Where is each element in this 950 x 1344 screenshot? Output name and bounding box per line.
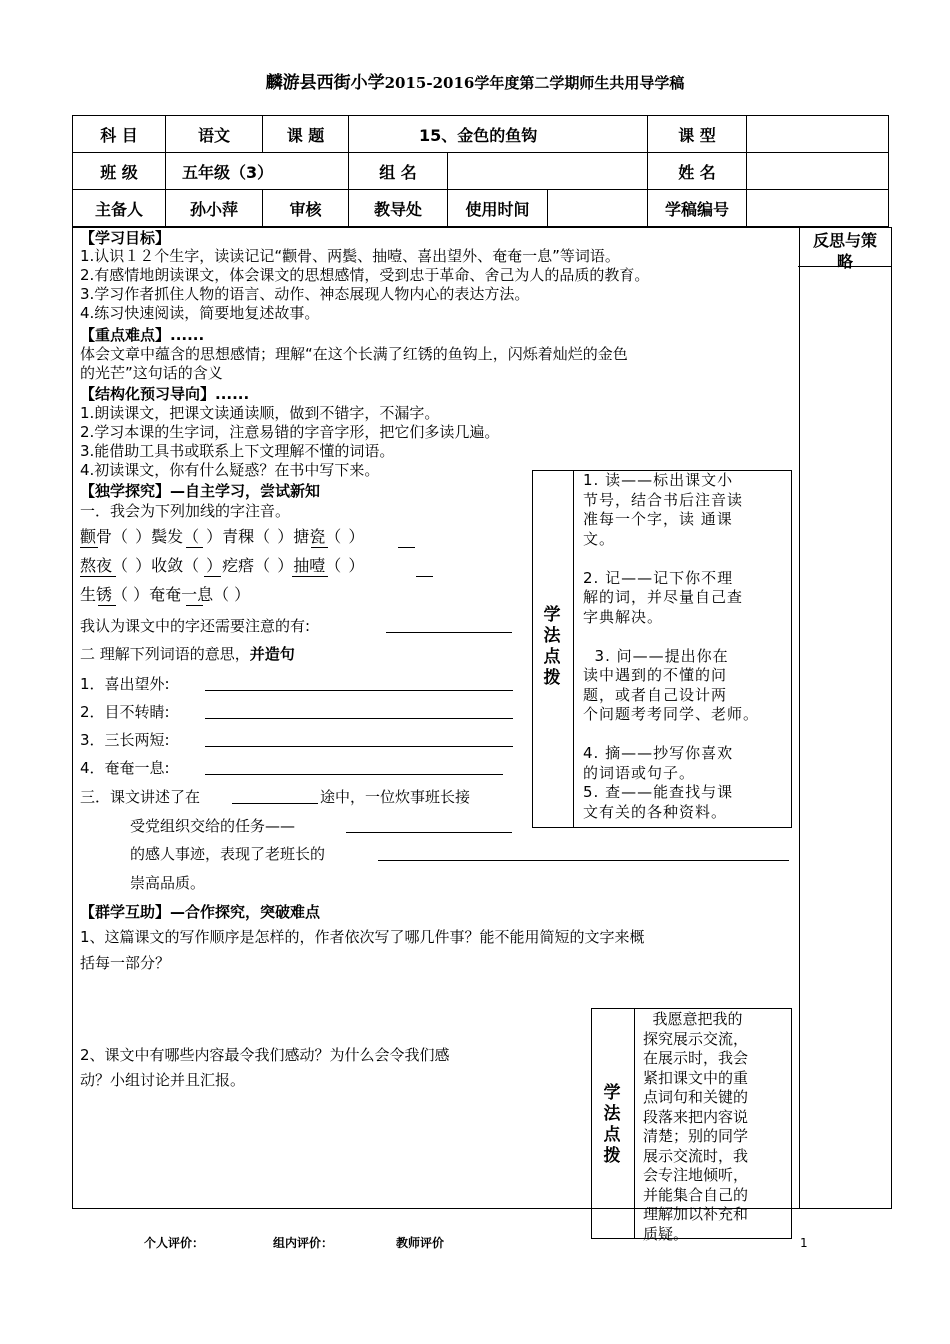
group-eval: 组内评价： [273, 1236, 334, 1250]
tip-2-label: 学法点拨 [603, 1083, 621, 1166]
tip-1-line: 文有关的各种资料。 [583, 802, 728, 821]
tip-1-line: 3. 问——提出你在 [583, 646, 729, 665]
tip-2-line: 段落来把内容说 [643, 1107, 749, 1126]
word-2: 2．目不转睛: [80, 703, 170, 721]
tip-1-line: 题，或者自己设计两 [583, 685, 728, 704]
header-table [72, 115, 889, 227]
underline-mark [416, 576, 433, 577]
key-line-1: 体会文章中蕴含的思想感情；理解“在这个长满了红锈的鱼钩上，闪烁着灿烂的金色 [80, 345, 628, 363]
self-q3d: 的感人事迹，表现了老班长的 [130, 845, 326, 863]
tip-1-line [583, 725, 788, 745]
goal-item-1: 1.认识１２个生字，读读记记“颧骨、两鬓、抽噎、喜出望外、奄奄一息”等词语。 [80, 247, 620, 265]
tip-1-line: 字典解决。 [583, 607, 664, 626]
preview-item-1: 1.朗读课文，把课文读通读顺，做到不错字，不漏字。 [80, 404, 440, 422]
time-value[interactable] [548, 190, 648, 227]
underline-mark [80, 547, 98, 548]
tip-1-line: 文。 [583, 529, 616, 548]
header-row-2 [73, 153, 889, 190]
tip-2-line: 在展示时，我会 [643, 1049, 749, 1067]
self-q2-bold: 并造句 [249, 645, 295, 663]
tip-2-line: 我愿意把我的 [643, 1010, 743, 1028]
tip-1-text [583, 471, 788, 822]
tip-2-line: 探究展示交流， [643, 1029, 749, 1048]
tip-1-line: 1. 读——标出课文小 [583, 471, 734, 489]
pinyin-row-3: 生锈（ ）奄奄一息（ ） [80, 585, 251, 604]
self-q3a: 三．课文讲述了在 [80, 788, 201, 806]
tip-2-line: 点词句和关键的 [643, 1088, 749, 1106]
self-q3b: 途中，一位炊事班长接 [320, 788, 471, 806]
page-title [0, 68, 950, 93]
tip-1-line: 解的词，并尽量自己查 [583, 588, 744, 606]
name-label: 姓 名 [648, 153, 747, 190]
preview-item-2: 2.学习本课的生字词，注意易错的字音字形，把它们多读几遍。 [80, 423, 500, 441]
underline-mark [204, 576, 221, 577]
type-label: 课 型 [648, 116, 747, 153]
self-q2 [80, 645, 295, 663]
goal-item-2: 2.有感情地朗读课文，体会课文的思想感情，受到忠于革命、舍己为人的品质的教育。 [80, 266, 650, 284]
word-1: 1．喜出望外: [80, 675, 170, 693]
review-label: 审核 [263, 190, 349, 227]
preview-heading: 【结构化预习导向】...... [80, 385, 250, 403]
tip-1-line: 读中遇到的不懂的问 [583, 666, 728, 684]
word-3-blank[interactable] [205, 746, 513, 747]
reflect-label: 反思与策略 [812, 231, 877, 271]
self-q1: 一．我会为下列加线的字注音。 [80, 502, 291, 520]
pinyin-row-1: 颧骨（ ）鬓发（ ）青稞（ ）搪瓷（ ） [80, 527, 365, 546]
pinyin-row-2: 熬夜（ ）收敛（ ）疙瘩（ ）抽噎（ ） [80, 556, 365, 575]
school-name: 麟游县西街小学 [265, 73, 385, 93]
tip-2-text [643, 1010, 788, 1244]
q3-blank-1[interactable] [232, 803, 318, 804]
q3-blank-2[interactable] [346, 832, 512, 833]
tip-2-line: 清楚；别的同学 [643, 1127, 749, 1145]
title-rest: 2015-2016学年度第二学期师生共用导学稿 [384, 74, 685, 92]
group-q2a: 2、课文中有哪些内容最令我们感动？为什么会令我们感 [80, 1046, 450, 1064]
tip-2-line: 紧扣课文中的重 [643, 1068, 749, 1087]
class-label: 班 级 [73, 153, 166, 190]
reflect-column [798, 227, 892, 1209]
tip-1-line: 的词语或句子。 [583, 763, 696, 782]
group-q2b: 动？小组讨论并且汇报。 [80, 1071, 246, 1089]
underline-mark [98, 605, 116, 606]
underline-mark [186, 605, 203, 606]
tip-2-line: 质疑。 [643, 1224, 689, 1243]
prep-label: 主备人 [73, 190, 166, 227]
tip-2-line: 并能集合自己的 [643, 1185, 749, 1204]
preview-item-4: 4.初读课文，你有什么疑惑？在书中写下来。 [80, 461, 380, 479]
no-label: 学稿编号 [648, 190, 747, 227]
underline-mark [311, 547, 328, 548]
group-q1b: 括每一部分？ [80, 954, 171, 972]
underline-mark [292, 576, 328, 577]
tip-1-line: 准每一个字，读 通课 [583, 510, 733, 528]
class-value: 五年级（3） [166, 153, 349, 190]
self-note: 我认为课文中的字还需要注意的有: [80, 617, 311, 635]
tip-1-line: 5. 查——能查找与课 [583, 783, 734, 801]
word-2-blank[interactable] [205, 718, 513, 719]
self-q3e: 崇高品质。 [130, 874, 206, 892]
q3-blank-3[interactable] [378, 860, 789, 861]
header-row-3 [73, 190, 889, 227]
tip-2-line: 理解加以补充和 [643, 1205, 749, 1223]
tip-1-line: 4. 摘——抄写你喜欢 [583, 744, 734, 762]
tip-1-line [583, 549, 788, 569]
no-value[interactable] [747, 190, 889, 227]
prep-value: 孙小萍 [166, 190, 263, 227]
self-q2-text: 二 理解下列词语的意思， [80, 645, 250, 663]
self-heading: 【独学探究】—自主学习，尝试新知 [80, 482, 321, 500]
topic-label: 课 题 [263, 116, 349, 153]
preview-item-3: 3.能借助工具书或联系上下文理解不懂的词语。 [80, 442, 395, 460]
tip-1-label: 学法点拨 [543, 605, 561, 688]
header-row-1 [73, 116, 889, 153]
self-q3c: 受党组织交给的任务—— [130, 817, 296, 835]
page-number: 1 [800, 1236, 808, 1250]
subject-value: 语文 [166, 116, 263, 153]
goal-item-4: 4.练习快速阅读，简要地复述故事。 [80, 304, 320, 322]
goals-heading: 【学习目标】 [80, 229, 171, 247]
tip-1-line: 个问题考考同学、老师。 [583, 705, 760, 723]
tip-1-line: 2. 记——记下你不理 [583, 568, 734, 587]
note-blank[interactable] [386, 632, 512, 633]
review-value: 教导处 [349, 190, 448, 227]
subject-label: 科 目 [73, 116, 166, 153]
teacher-eval: 教师评价 [396, 1236, 445, 1250]
tip-2-line: 会专注地倾听， [643, 1166, 749, 1184]
group-value[interactable] [448, 153, 648, 190]
key-line-2: 的光芒”这句话的含义 [80, 364, 223, 382]
time-label: 使用时间 [448, 190, 548, 227]
tip-2-divider [634, 1008, 635, 1238]
group-q1a: 1、这篇课文的写作顺序是怎样的，作者依次写了哪几件事？能不能用简短的文字来概 [80, 928, 645, 946]
word-3: 3．三长两短: [80, 731, 170, 749]
underline-mark [398, 547, 415, 548]
personal-eval: 个人评价： [144, 1236, 205, 1250]
underline-mark [186, 547, 203, 548]
tip-1-line: 节号，结合书后注音读 [583, 490, 744, 509]
underline-mark [80, 576, 116, 577]
key-heading: 【重点难点】...... [80, 326, 205, 344]
tip-1-divider [573, 470, 574, 827]
word-4-blank[interactable] [205, 774, 503, 775]
type-value[interactable] [747, 116, 889, 153]
group-heading: 【群学互助】—合作探究，突破难点 [80, 903, 321, 921]
tip-1-line [583, 627, 788, 647]
name-value[interactable] [747, 153, 889, 190]
goal-item-3: 3.学习作者抓住人物的语言、动作、神态展现人物内心的表达方法。 [80, 285, 530, 303]
word-4: 4．奄奄一息: [80, 759, 170, 777]
group-label: 组 名 [349, 153, 448, 190]
word-1-blank[interactable] [205, 690, 513, 691]
tip-2-line: 展示交流时，我 [643, 1146, 749, 1165]
topic-value: 15、金色的鱼钩 [349, 116, 648, 153]
